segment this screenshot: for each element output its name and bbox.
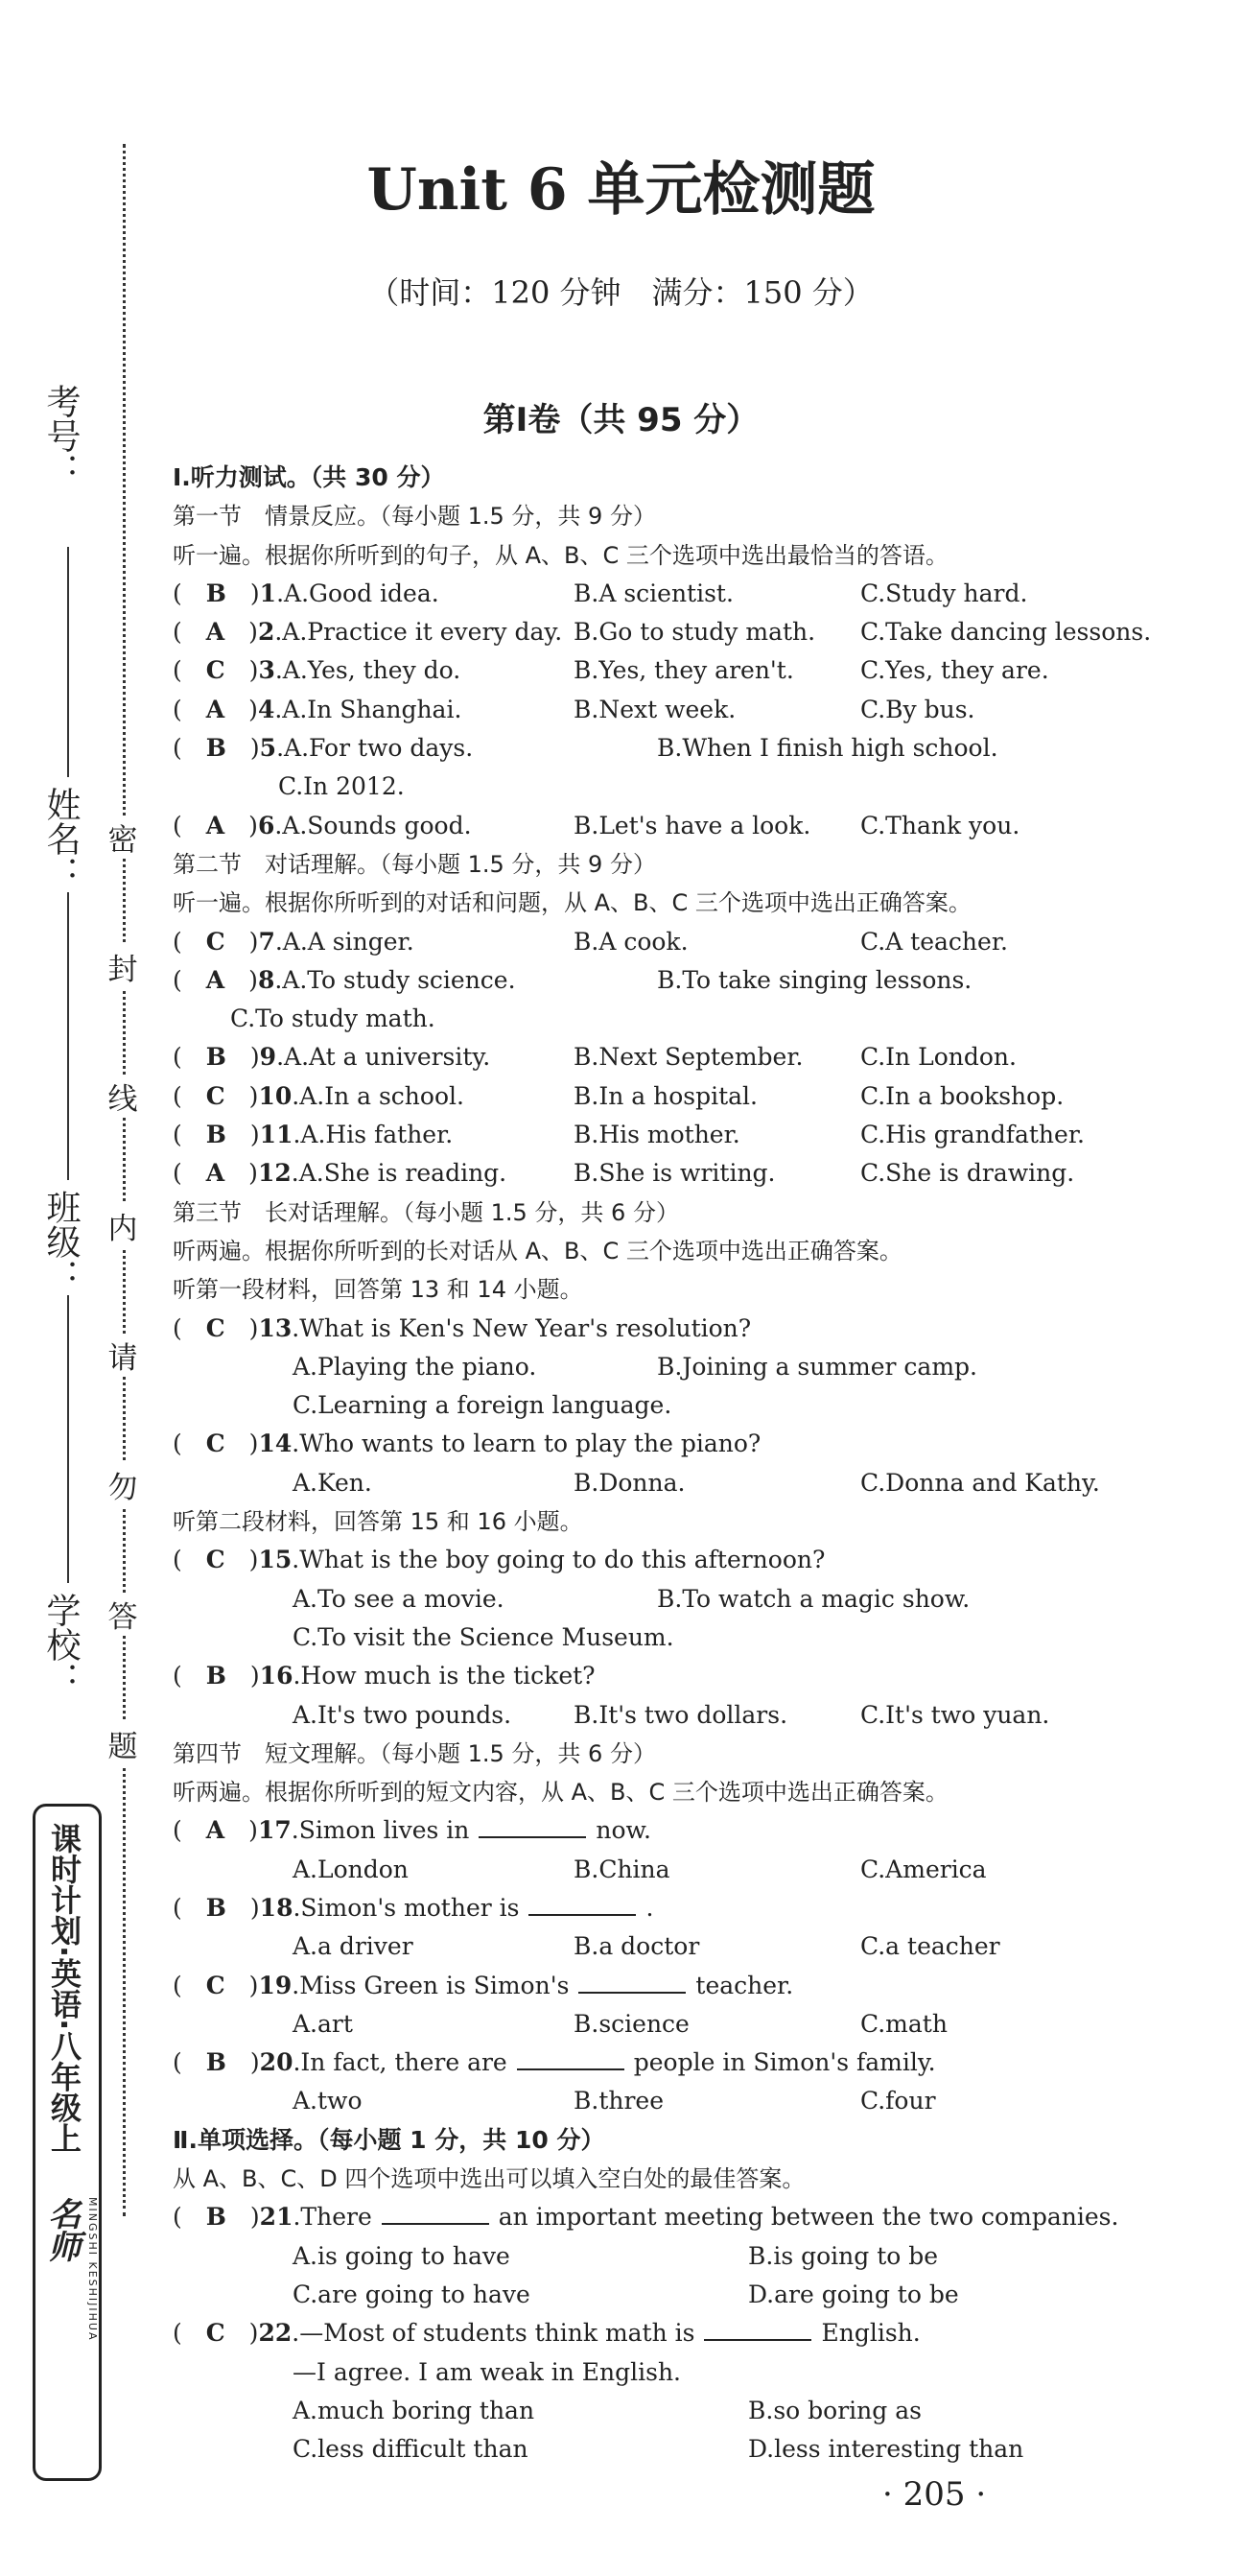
answer-option: C.Yes, they are.	[860, 656, 1049, 685]
answer-slot: ( A )4.A.In Shanghai.	[173, 695, 462, 723]
filled-answer: C	[205, 1081, 225, 1110]
answer-slot: ( C )19.Miss Green is Simon's teacher.	[173, 1967, 793, 2005]
answer-slot: ( B )20.In fact, there are people in Simon's family.	[173, 2044, 936, 2082]
question-line	[173, 651, 1208, 690]
answer-option: B.Yes, they aren't.	[574, 656, 794, 685]
filled-answer: A	[205, 811, 225, 839]
question-number: 18	[259, 1893, 293, 1922]
question-line	[173, 1541, 1208, 1579]
question-stem: Simon lives in	[298, 1816, 470, 1845]
answer-slot: ( A )17.Simon lives in now.	[173, 1811, 651, 1850]
answer-option: C.Donna and Kathy.	[860, 1468, 1100, 1497]
filled-answer: C	[205, 1313, 225, 1342]
question-stem: people in Simon's family.	[633, 2048, 936, 2077]
question-line	[173, 1889, 1208, 1927]
question-number: 3	[258, 656, 275, 685]
answer-option: C.Study hard.	[860, 579, 1028, 607]
answer-option: A.London	[293, 1855, 409, 1883]
answer-slot: ( C )14.Who wants to learn to play the piano?	[173, 1430, 762, 1458]
question-line	[173, 2121, 1208, 2160]
question-line	[173, 923, 1208, 961]
filled-answer: C	[205, 656, 225, 685]
seal-char: 密	[107, 815, 138, 859]
answer-slot: ( C )13.What is Ken's New Year's resolution?	[173, 1313, 752, 1342]
answer-option: A.is going to have	[293, 2241, 510, 2270]
answer-option: A.To see a movie.	[293, 1584, 504, 1613]
question-number: 22	[258, 2319, 293, 2348]
question-number: 1	[259, 579, 277, 607]
answer-option: C.America	[860, 1855, 987, 1883]
fill-blank	[517, 2045, 624, 2070]
side-write-line	[67, 1295, 69, 1583]
question-line	[173, 1348, 1208, 1386]
answer-option: A.A singer.	[282, 927, 414, 956]
question-stem: English.	[821, 2319, 921, 2348]
question-line	[173, 1154, 1208, 1193]
seal-char: 答	[107, 1593, 138, 1636]
question-number: 12	[257, 1159, 292, 1188]
brand-text: 课时计划·英语·八年级上	[46, 1823, 82, 2154]
question-line	[173, 2276, 1208, 2314]
answer-option: A.To study science.	[282, 965, 516, 994]
side-write-line	[67, 892, 69, 1180]
dotted-cut-line	[123, 144, 126, 2216]
question-line	[173, 729, 1208, 768]
side-label-exam-number: 考号：	[41, 384, 81, 487]
answer-option: C.math	[860, 2009, 948, 2038]
seal-char: 勿	[107, 1463, 138, 1506]
fill-blank	[704, 2316, 811, 2341]
question-line	[173, 1000, 1208, 1038]
answer-option: D.less interesting than	[748, 2435, 1024, 2464]
filled-answer: C	[205, 927, 225, 956]
question-list	[173, 459, 1208, 2469]
question-number: 13	[258, 1313, 293, 1342]
answer-option: C.less difficult than	[293, 2435, 528, 2464]
instruction-text: 第四节 短文理解。（每小题 1.5 分，共 6 分）	[173, 1739, 656, 1767]
question-line	[173, 1619, 1208, 1657]
answer-option: B.Next week.	[574, 695, 737, 723]
answer-option: A.His father.	[300, 1121, 454, 1149]
answer-option: C.It's two yuan.	[860, 1700, 1050, 1729]
question-stem: —Most of students think math is	[299, 2319, 695, 2348]
question-line	[173, 536, 1208, 575]
section-title: 第Ⅰ卷（共 95 分）	[482, 401, 760, 439]
answer-option: C.four	[860, 2087, 936, 2115]
question-number: 14	[258, 1430, 293, 1458]
brand-subtitle: MINGSHI KESHIJIHUA	[86, 2197, 99, 2342]
question-line	[173, 807, 1208, 845]
filled-answer: B	[205, 2048, 226, 2077]
question-stem: How much is the ticket?	[300, 1662, 596, 1690]
side-label-school: 学校：	[41, 1593, 81, 1696]
section-heading: Ⅰ.听力测试。（共 30 分）	[173, 463, 445, 491]
answer-option: B.Go to study math.	[574, 618, 816, 647]
answer-slot: ( B )11.A.His father.	[173, 1121, 454, 1149]
answer-option: A.Sounds good.	[282, 811, 472, 839]
question-number: 6	[257, 811, 275, 839]
question-line	[173, 575, 1208, 613]
filled-answer: C	[205, 1430, 225, 1458]
answer-slot: ( C )22.—Most of students think math is English.	[173, 2314, 921, 2352]
seal-char: 请	[107, 1334, 138, 1377]
question-number: 17	[257, 1816, 292, 1845]
question-number: 9	[259, 1043, 277, 1072]
question-line	[173, 2430, 1208, 2469]
instruction-text: 第三节 长对话理解。（每小题 1.5 分，共 6 分）	[173, 1198, 679, 1226]
answer-option: A.Ken.	[293, 1468, 372, 1497]
answer-option: B.A scientist.	[574, 579, 734, 607]
answer-option: B.Donna.	[574, 1468, 686, 1497]
answer-slot: ( B )21.There an important meeting between the two companies.	[173, 2198, 1118, 2236]
answer-option: C.A teacher.	[860, 927, 1008, 956]
seal-char: 封	[107, 945, 138, 988]
filled-answer: A	[205, 618, 225, 647]
question-line	[173, 2392, 1208, 2430]
answer-option: A.She is reading.	[298, 1159, 507, 1188]
fill-blank	[382, 2200, 489, 2225]
question-stem: In fact, there are	[300, 2048, 507, 2077]
filled-answer: B	[205, 579, 226, 607]
answer-option: B.China	[574, 1855, 670, 1883]
page-title: Unit 6 单元检测题	[366, 156, 876, 224]
answer-option: —I agree. I am weak in English.	[293, 2357, 682, 2386]
answer-option: A.For two days.	[284, 734, 474, 763]
question-line	[173, 1967, 1208, 2005]
question-number: 21	[259, 2203, 293, 2232]
question-line	[173, 2353, 1208, 2392]
answer-option: C.Take dancing lessons.	[860, 618, 1152, 647]
answer-option: C.She is drawing.	[860, 1159, 1075, 1188]
answer-option: B.To watch a magic show.	[657, 1584, 971, 1613]
question-line	[173, 691, 1208, 729]
answer-option: C.are going to have	[293, 2280, 530, 2308]
question-line	[173, 2198, 1208, 2236]
answer-slot: ( B )18.Simon's mother is .	[173, 1889, 653, 1927]
answer-option: B.three	[574, 2087, 665, 2115]
question-number: 4	[257, 695, 275, 723]
answer-option: B.His mother.	[574, 1121, 740, 1149]
fill-blank	[578, 1969, 686, 1994]
exam-info: （时间：120 分钟 满分：150 分）	[368, 274, 874, 311]
brand-logo: 名师	[42, 2197, 81, 2262]
question-stem: What is Ken's New Year's resolution?	[299, 1313, 752, 1342]
instruction-text: 听一遍。根据你所听到的对话和问题，从 A、B、C 三个选项中选出正确答案。	[173, 889, 972, 917]
question-line	[173, 1735, 1208, 1773]
side-label-class: 班级：	[41, 1190, 81, 1293]
answer-slot: ( B )1.A.Good idea.	[173, 579, 439, 607]
filled-answer: A	[205, 1159, 225, 1188]
answer-option: A.In Shanghai.	[282, 695, 462, 723]
instruction-text: 听两遍。根据你所听到的长对话从 A、B、C 三个选项中选出正确答案。	[173, 1237, 902, 1264]
answer-slot: ( A )12.A.She is reading.	[173, 1159, 507, 1188]
answer-slot: ( C )10.A.In a school.	[173, 1081, 464, 1110]
answer-option: B.Next September.	[574, 1043, 804, 1072]
question-line	[173, 1386, 1208, 1425]
answer-option: C.His grandfather.	[860, 1121, 1085, 1149]
answer-slot: ( C )3.A.Yes, they do.	[173, 656, 461, 685]
answer-option: A.art	[293, 2009, 353, 2038]
answer-option: A.two	[293, 2087, 363, 2115]
seal-char: 线	[107, 1075, 138, 1118]
question-stem: There	[300, 2203, 372, 2232]
question-line	[173, 1038, 1208, 1076]
side-label-name: 姓名：	[41, 787, 81, 890]
answer-option: C.In London.	[860, 1043, 1017, 1072]
filled-answer: A	[205, 695, 225, 723]
seal-char: 内	[107, 1204, 138, 1247]
answer-option: A.much boring than	[293, 2396, 535, 2424]
question-line	[173, 1502, 1208, 1541]
answer-option: B.so boring as	[748, 2396, 922, 2424]
question-stem: Miss Green is Simon's	[299, 1971, 570, 1999]
question-stem: teacher.	[695, 1971, 794, 1999]
filled-answer: A	[205, 1816, 225, 1845]
answer-slot: ( B )16.How much is the ticket?	[173, 1662, 596, 1690]
question-line	[173, 961, 1208, 1000]
question-number: 19	[258, 1971, 293, 1999]
answer-option: B.Joining a summer camp.	[657, 1352, 977, 1381]
answer-slot: ( B )5.A.For two days.	[173, 734, 474, 763]
question-line	[173, 884, 1208, 922]
question-number: 10	[258, 1081, 293, 1110]
filled-answer: B	[205, 1121, 226, 1149]
instruction-text: 听第一段材料，回答第 13 和 14 小题。	[173, 1276, 583, 1304]
question-line	[173, 2314, 1208, 2352]
question-line	[173, 1077, 1208, 1116]
instruction-text: 听第二段材料，回答第 15 和 16 小题。	[173, 1508, 583, 1536]
side-write-line	[67, 547, 69, 777]
answer-option: C.Thank you.	[860, 811, 1020, 839]
fill-blank	[528, 1891, 636, 1916]
filled-answer: B	[205, 1893, 226, 1922]
answer-slot: ( B )9.A.At a university.	[173, 1043, 491, 1072]
answer-option: C.To visit the Science Museum.	[293, 1622, 674, 1651]
answer-option: B.It's two dollars.	[574, 1700, 788, 1729]
question-stem: .	[645, 1893, 654, 1922]
answer-option: A.In a school.	[299, 1081, 464, 1110]
filled-answer: B	[205, 734, 226, 763]
section-heading: Ⅱ.单项选择。（每小题 1 分，共 10 分）	[173, 2125, 605, 2154]
filled-answer: C	[205, 2319, 225, 2348]
question-number: 7	[258, 927, 275, 956]
answer-option: B.When I finish high school.	[657, 734, 998, 763]
question-stem: an important meeting between the two companies.	[498, 2203, 1119, 2232]
answer-option: C.Learning a foreign language.	[293, 1391, 672, 1420]
instruction-text: 听两遍。根据你所听到的短文内容，从 A、B、C 三个选项中选出正确答案。	[173, 1779, 949, 1807]
question-line	[173, 1811, 1208, 1850]
question-number: 15	[258, 1546, 293, 1574]
filled-answer: B	[205, 2203, 226, 2232]
page-number: · 205 ·	[882, 2475, 987, 2514]
answer-option: B.is going to be	[748, 2241, 939, 2270]
question-number: 11	[259, 1121, 293, 1149]
question-line	[173, 2082, 1208, 2120]
answer-slot: ( C )7.A.A singer.	[173, 927, 414, 956]
question-number: 2	[257, 618, 275, 647]
question-line	[173, 1193, 1208, 1232]
question-line	[173, 1270, 1208, 1309]
question-stem: Simon's mother is	[300, 1893, 520, 1922]
instruction-text: 从 A、B、C、D 四个选项中选出可以填入空白处的最佳答案。	[173, 2165, 806, 2193]
answer-option: B.a doctor	[574, 1932, 700, 1961]
answer-option: A.At a university.	[284, 1043, 491, 1072]
question-line	[173, 1580, 1208, 1619]
answer-option: A.Practice it every day.	[282, 618, 563, 647]
answer-slot: ( A )6.A.Sounds good.	[173, 811, 472, 839]
question-line	[173, 1657, 1208, 1695]
question-number: 16	[259, 1662, 293, 1690]
seal-char: 题	[107, 1722, 138, 1765]
question-line	[173, 613, 1208, 651]
question-line	[173, 1851, 1208, 1889]
question-stem: Who wants to learn to play the piano?	[299, 1430, 762, 1458]
question-line	[173, 2005, 1208, 2044]
answer-option: A.Playing the piano.	[293, 1352, 537, 1381]
question-line	[173, 497, 1208, 535]
filled-answer: B	[205, 1662, 226, 1690]
question-stem: now.	[596, 1816, 651, 1845]
question-stem: What is the boy going to do this afternoon?	[299, 1546, 826, 1574]
question-line	[173, 1927, 1208, 1966]
question-number: 5	[259, 734, 277, 763]
question-line	[173, 1696, 1208, 1735]
answer-option: B.She is writing.	[574, 1159, 776, 1188]
question-line	[173, 459, 1208, 497]
answer-option: A.a driver	[293, 1932, 413, 1961]
answer-option: A.It's two pounds.	[293, 1700, 512, 1729]
filled-answer: C	[205, 1546, 225, 1574]
fill-blank	[479, 1813, 586, 1838]
question-line	[173, 845, 1208, 884]
answer-option: B.A cook.	[574, 927, 689, 956]
instruction-text: 第一节 情景反应。（每小题 1.5 分，共 9 分）	[173, 503, 656, 531]
answer-option: B.Let's have a look.	[574, 811, 811, 839]
answer-option: B.To take singing lessons.	[657, 965, 973, 994]
answer-option: B.science	[574, 2009, 690, 2038]
question-line	[173, 1773, 1208, 1811]
filled-answer: C	[205, 1971, 225, 1999]
question-line	[173, 1116, 1208, 1154]
question-line	[173, 1464, 1208, 1502]
question-number: 8	[257, 965, 275, 994]
answer-option: C.In a bookshop.	[860, 1081, 1065, 1110]
answer-option: C.To study math.	[230, 1004, 435, 1033]
answer-slot: ( C )15.What is the boy going to do this afternoon?	[173, 1546, 826, 1574]
answer-option: A.Good idea.	[284, 579, 439, 607]
question-line	[173, 2160, 1208, 2198]
answer-option: C.By bus.	[860, 695, 975, 723]
instruction-text: 听一遍。根据你所听到的句子，从 A、B、C 三个选项中选出最恰当的答语。	[173, 541, 949, 569]
answer-slot: ( A )8.A.To study science.	[173, 965, 516, 994]
answer-slot: ( A )2.A.Practice it every day.	[173, 618, 563, 647]
answer-option: C.a teacher	[860, 1932, 1000, 1961]
filled-answer: B	[205, 1043, 226, 1072]
answer-option: D.are going to be	[748, 2280, 959, 2308]
question-line	[173, 1232, 1208, 1270]
answer-option: C.In 2012.	[278, 772, 405, 801]
filled-answer: A	[205, 965, 225, 994]
question-line	[173, 1425, 1208, 1463]
question-number: 20	[259, 2048, 293, 2077]
answer-option: B.In a hospital.	[574, 1081, 758, 1110]
question-line	[173, 768, 1208, 806]
answer-option: A.Yes, they do.	[282, 656, 461, 685]
question-line	[173, 2044, 1208, 2082]
question-line	[173, 2237, 1208, 2276]
question-line	[173, 1310, 1208, 1348]
instruction-text: 第二节 对话理解。（每小题 1.5 分，共 9 分）	[173, 850, 656, 878]
